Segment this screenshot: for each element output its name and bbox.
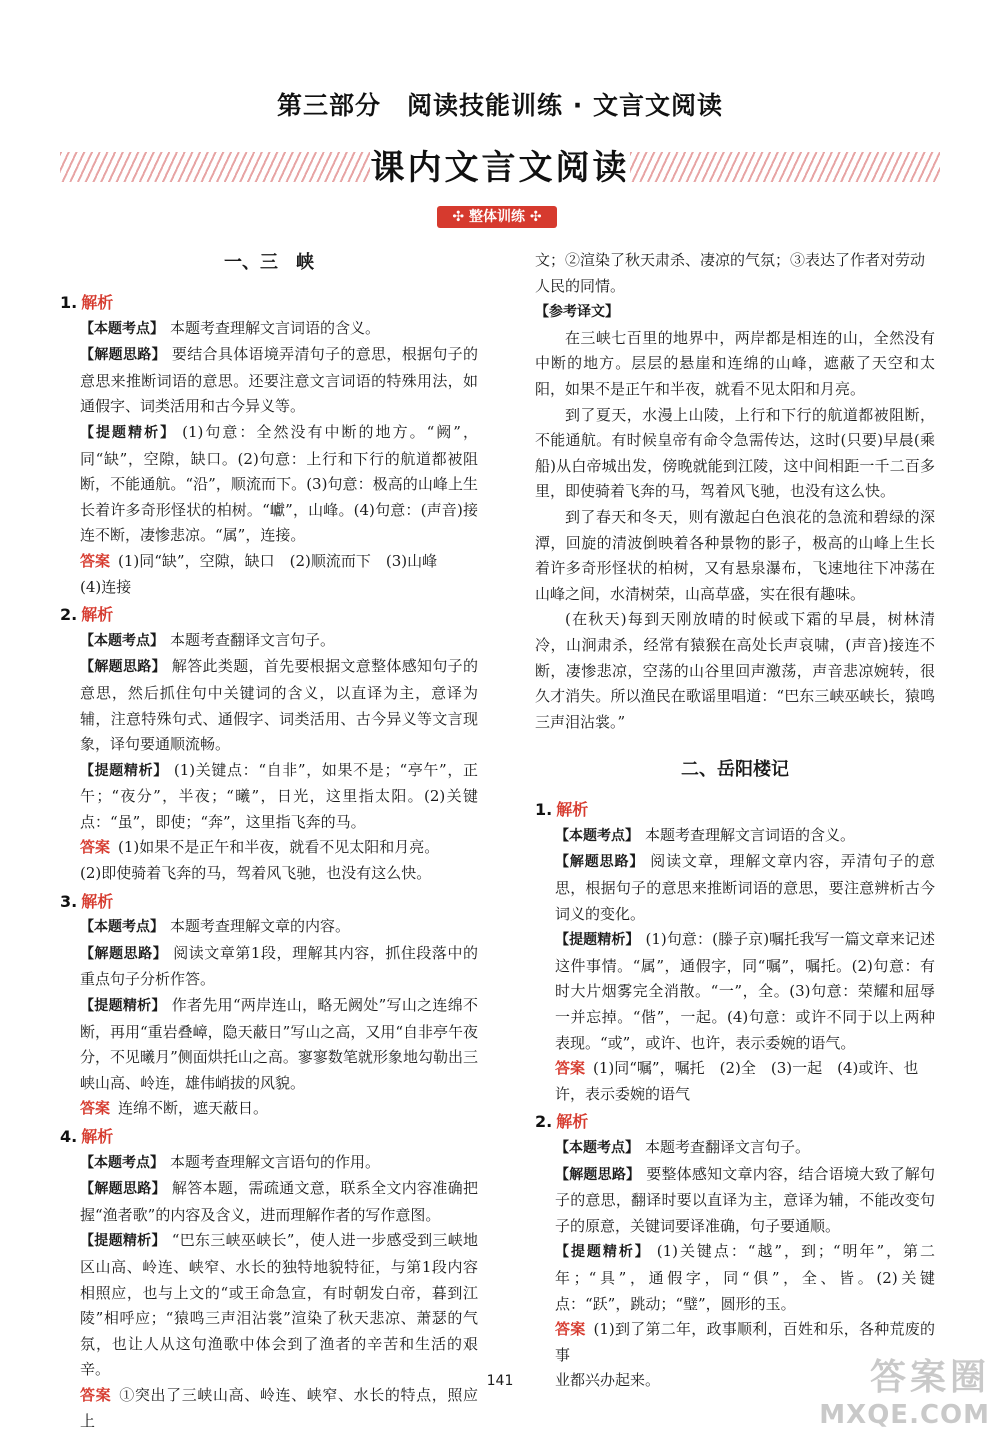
q2-answer-cont: (2)即使骑着飞奔的马，驾着风飞驰，也没有这么快。	[80, 864, 432, 883]
reference-paragraph-3: 到了春天和冬天，则有激起白色浪花的急流和碧绿的深潭，回旋的清波倒映着各种景物的影子，极高的山峰上生长着许多奇形怪状的柏树，又有悬泉瀑布，飞速地往下冲荡在山峰之间，水清树荣，山高草盛，实在很有趣味。	[535, 507, 935, 603]
banner-decoration-left	[60, 152, 370, 182]
q3-approach: 【解题思路】 阅读文章第1段，理解其内容，抓住段落中的重点句子分析作答。	[80, 943, 479, 989]
section-title-sanxia: 一、三 峡	[224, 252, 314, 273]
question-1b-header: 1. 解析	[535, 800, 589, 820]
banner-title: 课内文言文阅读	[370, 148, 630, 188]
q1-answer-cont: (4)连接	[80, 577, 132, 596]
q4-answer: 答案 ①突出了三峡山高、岭连、峡窄、水长的特点，照应上	[80, 1385, 478, 1430]
q2b-answer-cont: 业都兴办起来。	[555, 1371, 661, 1390]
q2b-key-point: 【本题考点】 本题考查翻译文言句子。	[555, 1138, 811, 1156]
q1-approach: 【解题思路】 要结合具体语境弄清句子的意思，根据句子的意思来推断词语的意思。还要注意文言词语的特殊用法，如通假字、词类活用和古今异义等。	[80, 345, 478, 416]
watermark	[800, 1356, 990, 1434]
question-2-header: 2. 解析	[60, 605, 114, 625]
question-1-header: 1. 解析	[60, 293, 114, 312]
reference-paragraph-2: 到了夏天，水漫上山陵，上行和下行的航道都被阻断，不能通航。有时候皇帝有命令急需传达，这时(只要)早晨(乘船)从白帝城出发，傍晚就能到江陵，这中间相距一千二百多里，即使骑着飞奔的马，驾着风飞驰，也没有这么快。	[535, 405, 935, 501]
training-badge: ✣ 整体训练 ✣	[437, 206, 557, 228]
q2b-analysis: 【提题精析】 (1)关键点：“越”，到；“明年”，第二年；“具”，通假字，同“俱”，全、皆。(2)关键点：“跃”，跳动；“璧”，圆形的玉。	[555, 1242, 935, 1313]
reference-translation-tag: 【参考译文】	[535, 304, 619, 321]
q1-key-point: 【本题考点】 本题考查理解文言词语的含义。	[80, 318, 381, 337]
q3-analysis: 【提题精析】 作者先用“两岸连山，略无阙处”写山之连绵不断，再用“重岩叠嶂，隐天蔽日”写山之高，又用“自非亭午夜分，不见曦月”侧面烘托山之高。寥寥数笔就形象地勾勒出三峡山高、岭连，雄伟峭拔的风貌。	[80, 996, 479, 1092]
q2-answer: 答案 (1)如果不是正午和半夜，就看不见太阳和月亮。	[80, 838, 440, 857]
page-number: 141	[486, 1373, 514, 1389]
question-3-header: 3. 解析	[60, 891, 114, 911]
q4-approach: 【解题思路】 解答本题，需疏通文意，联系全文内容准确把握“渔者歌”的内容及含义，进而理解作者的写作意图。	[80, 1179, 478, 1224]
q2-key-point: 【本题考点】 本题考查翻译文言句子。	[80, 630, 336, 649]
q2-analysis: 【提题精析】 (1)关键点：“自非”，如果不是；“亭午”，正午；“夜分”，半夜；“曦”，日光，这里指太阳。(2)关键点：“虽”，即使；“奔”，这里指飞奔的马。	[80, 760, 478, 831]
q4-key-point: 【本题考点】 本题考查理解文言语句的作用。	[80, 1152, 381, 1171]
q4-analysis: 【提题精析】 “巴东三峡巫峡长”，使人进一步感受到三峡地区山高、岭连、峡窄、水长的独特地貌特征，与第1段内容相照应，也与上文的“或王命急宣，有时朝发白帝，暮到江陵”相呼应；“猿鸣三声泪沾裳”渲染了秋天悲凉、萧瑟的气氛，也让人从这句渔歌中体会到了渔者的辛苦和生活的艰辛。	[80, 1231, 479, 1379]
q1b-key-point: 【本题考点】 本题考查理解文言词语的含义。	[555, 825, 856, 844]
section-title-yueyanglou: 二、岳阳楼记	[681, 759, 789, 781]
part-title: 第三部分 阅读技能训练 · 文言文阅读	[277, 91, 723, 120]
watermark-url: MXQE.COM	[819, 1400, 990, 1430]
watermark-logo-text: 答案圈	[869, 1357, 990, 1398]
right-column	[535, 248, 935, 1394]
q2-approach: 【解题思路】 解答此类题，首先要根据文意整体感知句子的意思，然后抓住句中关键词的含义，以直译为主，意译为辅，注意特殊句式、通假字、词类活用、古今异义等文言现象，译句要通顺流畅。	[80, 657, 478, 754]
q2b-approach: 【解题思路】 要整体感知文章内容，结合语境大致了解句子的意思，翻译时要以直译为主，意译为辅，不能改变句子的原意，关键词要译准确，句子要通顺。	[555, 1164, 935, 1235]
question-4-header: 4. 解析	[60, 1127, 114, 1146]
q1-analysis: 【提题精析】 (1)句意：全然没有中断的地方。“阙”，同“缺”，空隙，缺口。(2)句意：上行和下行的航道都被阻断，不能通航。“沿”，顺流而下。(3)句意：极高的山峰上生长着许多奇形怪状的柏树。“巘”，山峰。(4)句意：(声音)接连不断，凄惨悲凉。“属”，连接。	[80, 422, 478, 545]
reference-paragraph-4: (在秋天)每到天刚放晴的时候或下霜的早晨，树林清冷，山涧肃杀，经常有猿猴在高处长声哀啸，(声音)接连不断，凄惨悲凉，空荡的山谷里回声激荡，声音悲凉婉转，很久才消失。所以渔民在歌谣里唱道：“巴东三峡巫峡长，猿鸣三声泪沾裳。”	[535, 610, 935, 731]
q1-answer: 答案 (1)同“缺”，空隙，缺口 (2)顺流而下 (3)山峰	[80, 551, 438, 570]
left-column	[60, 244, 478, 1434]
q1b-analysis: 【提题精析】 (1)句意：(滕子京)嘱托我写一篇文章来记述这件事情。“属”，通假字，同“嘱”，嘱托。(2)句意：有时大片烟雾完全消散。“一”，全。(3)句意：荣耀和屈辱一并忘掉。“偕”，一起。(4)句意：或许不同于以上两种表现。“或”，或许、也许，表示委婉的语气。	[555, 930, 935, 1052]
section-banner	[60, 146, 940, 190]
q3-answer: 答案 连绵不断，遮天蔽日。	[80, 1099, 269, 1118]
q2b-answer: 答案 (1)到了第二年，政事顺利，百姓和乐，各种荒废的事	[555, 1320, 935, 1364]
reference-paragraph-1: 在三峡七百里的地界中，两岸都是相连的山，全然没有中断的地方。层层的悬崖和连绵的山峰，遮蔽了天空和太阳，如果不是正午和半夜，就看不见太阳和月亮。	[535, 328, 935, 398]
q3-key-point: 【本题考点】 本题考查理解文章的内容。	[80, 917, 351, 936]
banner-decoration-right	[630, 152, 940, 182]
q1b-approach: 【解题思路】 阅读文章，理解文章内容，弄清句子的意思，根据句子的意思来推断词语的意思，要注意辨析古今词义的变化。	[555, 852, 935, 923]
question-2b-header: 2. 解析	[535, 1112, 589, 1132]
q4-answer-cont: 文；②渲染了秋天肃杀、凄凉的气氛；③表达了作者对劳动人民的同情。	[535, 251, 926, 295]
q1b-answer-cont: 许，表示委婉的语气	[555, 1084, 691, 1103]
q1b-answer: 答案 (1)同“嘱”，嘱托 (2)全 (3)一起 (4)或许、也	[555, 1059, 919, 1078]
